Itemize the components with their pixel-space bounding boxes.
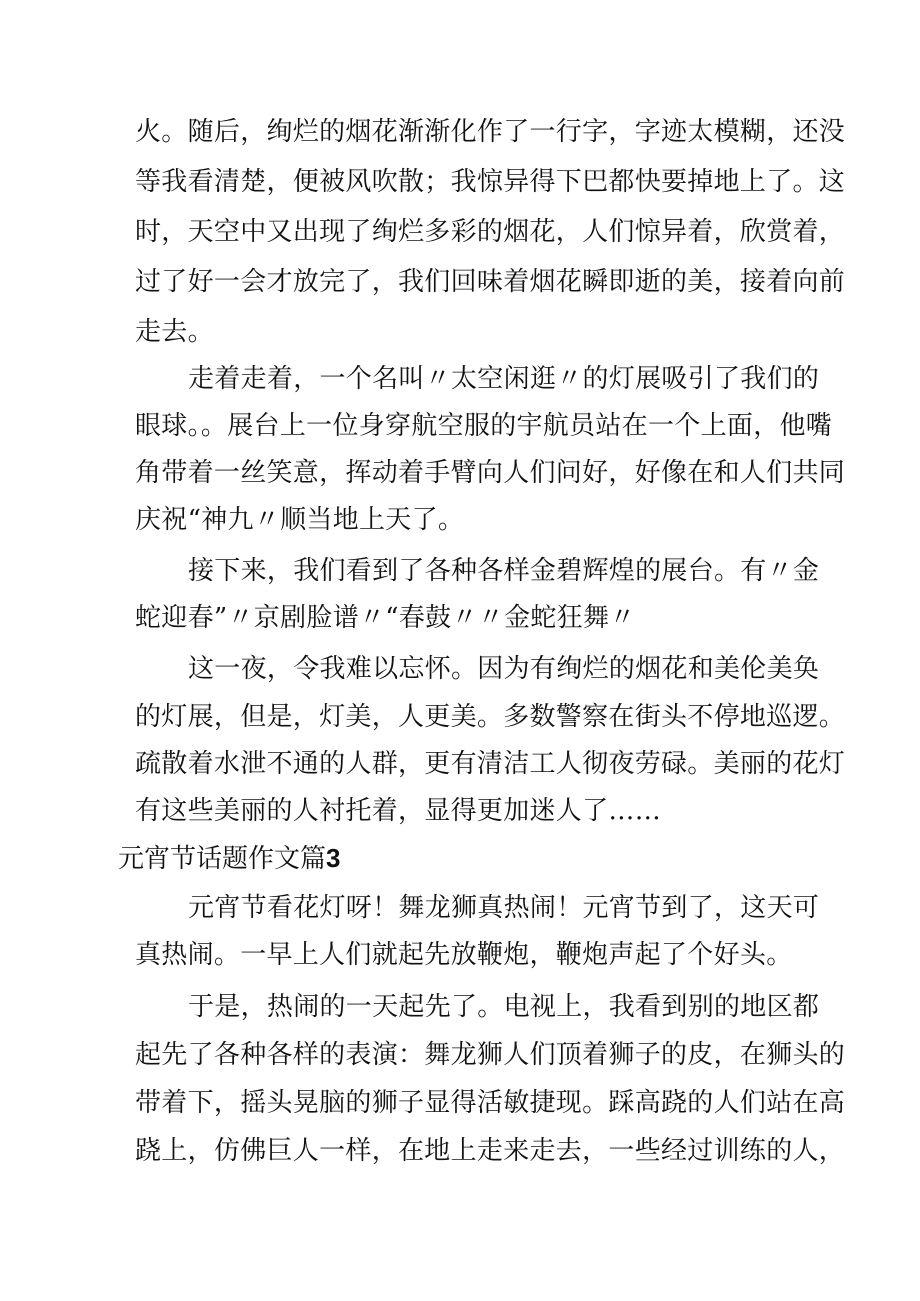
section-paragraph-2-line-1: 于是，热闹的一天起先了。电视上，我看到别的地区都 (188, 992, 820, 1022)
paragraph-2-line-3: 角带着一丝笑意，挥动着手臂向人们问好，好像在和人们共同 (135, 458, 846, 488)
paragraph-1-line-1: 火。随后，绚烂的烟花渐渐化作了一行字，字迹太模糊，还没 (135, 117, 846, 147)
paragraph-4-line-2: 的灯展，但是，灯美，人更美。多数警察在街头不停地巡逻。 (135, 702, 846, 732)
section-paragraph-2-line-2: 起先了各种各样的表演：舞龙狮人们顶着狮子的皮，在狮头的 (135, 1040, 846, 1070)
paragraph-3-line-1: 接下来，我们看到了各种各样金碧辉煌的展台。有〃金 (188, 556, 820, 586)
paragraph-2-line-1: 走着走着，一个名叫〃太空闲逛〃的灯展吸引了我们的 (188, 364, 820, 394)
paragraph-4-line-1: 这一夜，令我难以忘怀。因为有绚烂的烟花和美伦美奂 (188, 654, 820, 684)
section-title (118, 843, 340, 874)
section-title-number: 3 (326, 843, 341, 873)
section-paragraph-1-line-1: 元宵节看花灯呀！舞龙狮真热闹！元宵节到了，这天可 (188, 893, 820, 923)
paragraph-2-line-2: 眼球。。展台上一位身穿航空服的宇航员站在一个上面，他嘴 (135, 411, 833, 441)
paragraph-1-line-3: 时，天空中又出现了绚烂多彩的烟花，人们惊异着，欣赏着， (135, 217, 846, 247)
section-title-text: 元宵节话题作文篇 (118, 844, 327, 874)
paragraph-4-line-4: 有这些美丽的人衬托着，显得更加迷人了…… (135, 796, 662, 826)
section-paragraph-2-line-3: 带着下，摇头晃脑的狮子显得活敏捷现。踩高跷的人们站在高 (135, 1088, 846, 1118)
paragraph-1-line-4: 过了好一会才放完了，我们回味着烟花瞬即逝的美，接着向前 (135, 267, 846, 297)
paragraph-1-line-5: 走去。 (135, 317, 214, 347)
paragraph-2-line-4: 庆祝“神九〃顺当地上天了。 (135, 505, 465, 535)
paragraph-3-line-2: 蛇迎春”〃京剧脸谱〃“春鼓〃〃金蛇狂舞〃 (135, 603, 636, 633)
paragraph-1-line-2: 等我看清楚，便被风吹散；我惊异得下巴都快要掉地上了。这 (135, 167, 846, 197)
section-paragraph-2-line-4: 跷上，仿佛巨人一样，在地上走来走去，一些经过训练的人， (135, 1136, 846, 1166)
section-paragraph-1-line-2: 真热闹。一早上人们就起先放鞭炮，鞭炮声起了个好头。 (135, 940, 793, 970)
paragraph-4-line-3: 疏散着水泄不通的人群，更有清洁工人彻夜劳碌。美丽的花灯 (135, 749, 846, 779)
